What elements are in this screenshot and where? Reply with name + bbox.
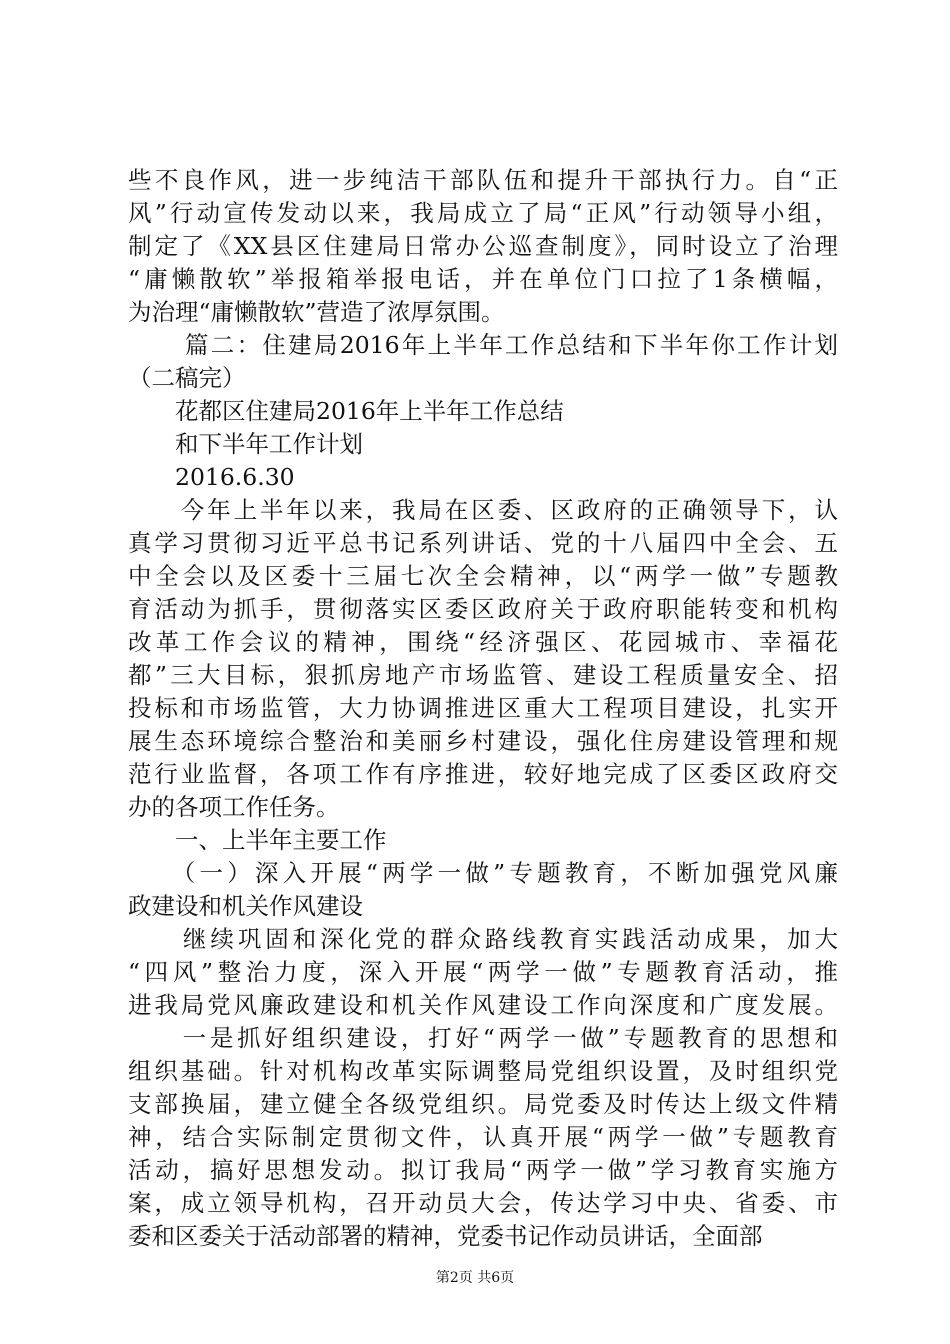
text-line: 中全会以及区委十三届七次全会精神，以“两学一做”专题教	[128, 562, 838, 590]
text-line: 办的各项工作任务。	[128, 793, 340, 821]
text-line: 2016.6.30	[175, 463, 295, 491]
text-line: 案，成立领导机构，召开动员大会，传达学习中央、省委、市	[128, 1189, 838, 1217]
text-line: “四风”整治力度，深入开展“两学一做”专题教育活动，推	[128, 958, 838, 986]
paragraph	[128, 824, 838, 857]
paragraph	[128, 428, 838, 461]
text-line: （二稿完）	[128, 364, 246, 392]
text-line: 和下半年工作计划	[175, 430, 363, 458]
text-line: “庸懒散软”举报箱举报电话，并在单位门口拉了1条横幅，	[128, 265, 838, 293]
text-line: 花都区住建局2016年上半年工作总结	[175, 397, 564, 425]
text-line: 活动，搞好思想发动。拟订我局“两学一做”学习教育实施方	[128, 1156, 838, 1184]
paragraph	[128, 461, 838, 494]
text-line: 投标和市场监管，大力协调推进区重大工程项目建设，扎实开	[128, 694, 838, 722]
paragraph	[128, 362, 838, 395]
text-line: 神，结合实际制定贯彻文件，认真开展“两学一做”专题教育	[128, 1123, 838, 1151]
page-footer: 第2页 共6页	[435, 1270, 515, 1286]
text-line: 继续巩固和深化党的群众路线教育实践活动成果，加大	[128, 925, 838, 953]
text-line: 展生态环境综合整治和美丽乡村建设，强化住房建设管理和规	[128, 727, 838, 755]
paragraph	[128, 164, 838, 329]
text-line: 制定了《XX县区住建局日常办公巡查制度》，同时设立了治理	[128, 232, 838, 260]
text-line: 育活动为抓手，贯彻落实区委区政府关于政府职能转变和机构	[128, 595, 838, 623]
text-line: （一）深入开展“两学一做”专题教育，不断加强党风廉	[128, 859, 838, 887]
text-line: 些不良作风，进一步纯洁干部队伍和提升干部执行力。自“正	[128, 166, 838, 194]
text-line: 真学习贯彻习近平总书记系列讲话、党的十八届四中全会、五	[128, 529, 838, 557]
paragraph	[128, 494, 838, 824]
text-line: 一是抓好组织建设，打好“两学一做”专题教育的思想和	[128, 1024, 838, 1052]
text-line: 风”行动宣传发动以来，我局成立了局“正风”行动领导小组，	[128, 199, 838, 227]
text-line: 支部换届，建立健全各级党组织。局党委及时传达上级文件精	[128, 1090, 838, 1118]
text-line: 改革工作会议的精神，围绕“经济强区、花园城市、幸福花	[128, 628, 838, 656]
paragraph	[128, 923, 838, 1022]
text-line: 政建设和机关作风建设	[128, 892, 363, 920]
text-line: 委和区委关于活动部署的精神，党委书记作动员讲话，全面部	[128, 1222, 763, 1250]
document-body	[128, 164, 838, 1253]
paragraph	[128, 395, 838, 428]
text-line: 为治理“庸懒散软”营造了浓厚氛围。	[128, 298, 505, 326]
paragraph	[128, 857, 838, 923]
paragraph	[128, 329, 838, 362]
text-line: 都”三大目标，狠抓房地产市场监管、建设工程质量安全、招	[128, 661, 838, 689]
text-line: 今年上半年以来，我局在区委、区政府的正确领导下，认	[128, 496, 838, 524]
text-line: 范行业监督，各项工作有序推进，较好地完成了区委区政府交	[128, 760, 838, 788]
text-line: 组织基础。针对机构改革实际调整局党组织设置，及时组织党	[128, 1057, 838, 1085]
text-line: 进我局党风廉政建设和机关作风建设工作向深度和广度发展。	[128, 991, 838, 1019]
paragraph	[128, 1022, 838, 1253]
text-line: 篇二：住建局2016年上半年工作总结和下半年你工作计划	[185, 331, 838, 359]
text-line: 一、上半年主要工作	[128, 826, 387, 854]
